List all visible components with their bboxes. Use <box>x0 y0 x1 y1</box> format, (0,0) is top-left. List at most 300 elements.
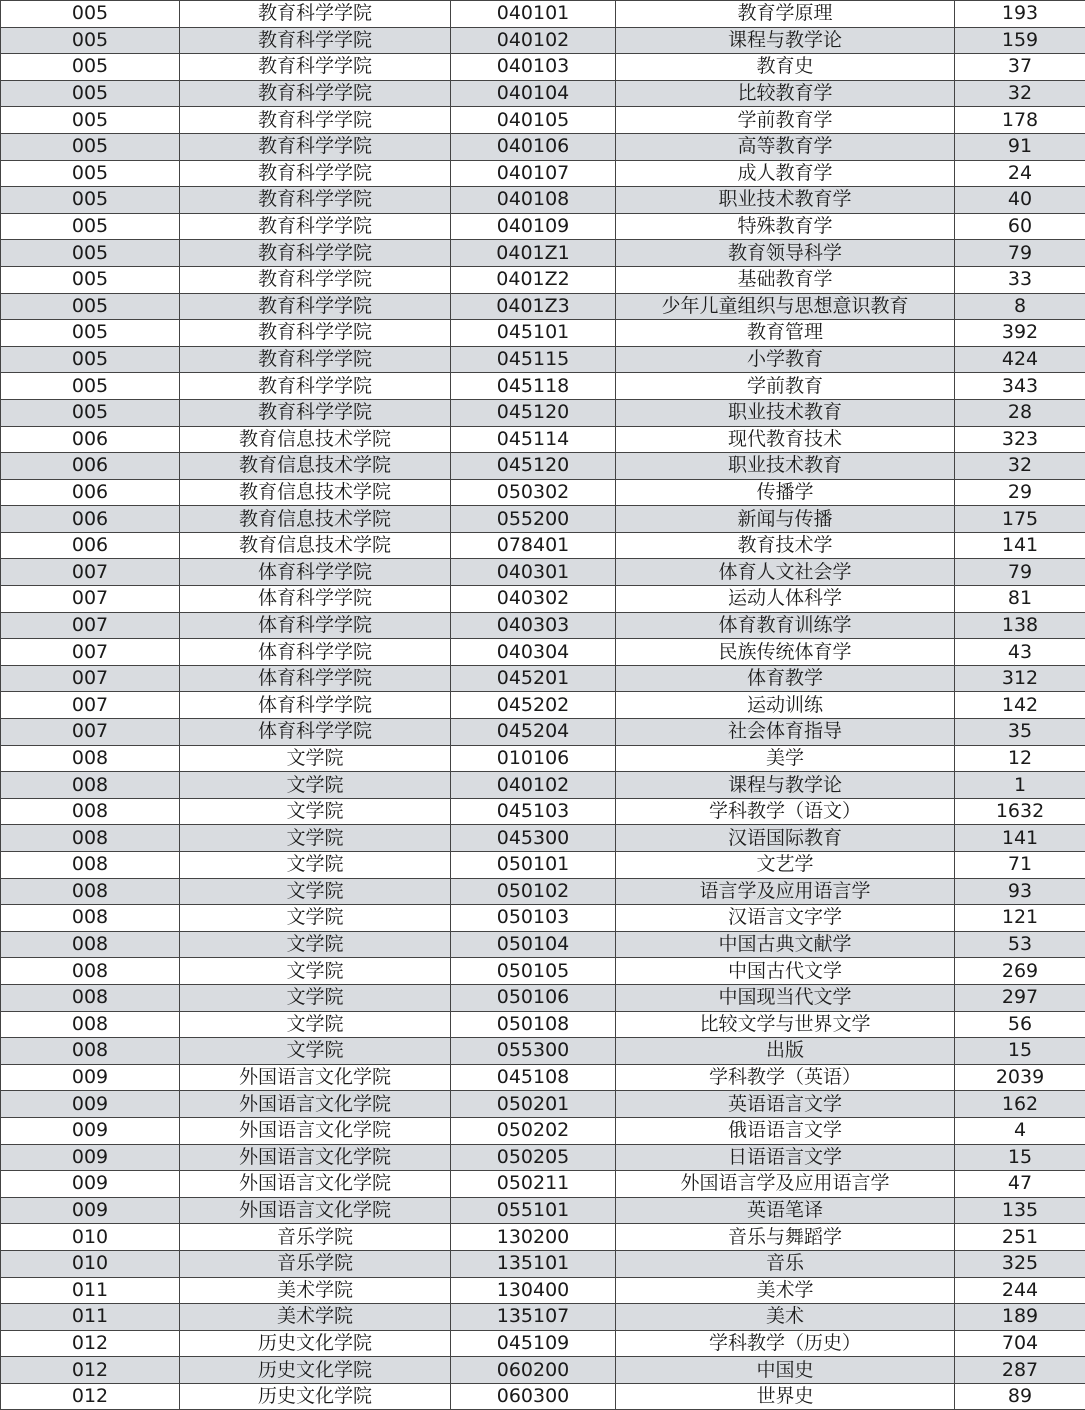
major-code-cell: 135107 <box>451 1304 616 1331</box>
count-cell: 312 <box>955 665 1085 692</box>
count-cell: 325 <box>955 1250 1085 1277</box>
count-cell: 244 <box>955 1277 1085 1304</box>
college-code-cell: 005 <box>1 293 180 320</box>
count-cell: 91 <box>955 133 1085 160</box>
college-name-cell: 外国语言文化学院 <box>180 1171 451 1198</box>
major-code-cell: 050104 <box>451 931 616 958</box>
table-row <box>1 1224 1085 1251</box>
major-name-cell: 英语笔译 <box>616 1197 955 1224</box>
count-cell: 193 <box>955 1 1085 28</box>
table-row <box>1 639 1085 666</box>
count-cell: 343 <box>955 373 1085 400</box>
college-code-cell: 005 <box>1 187 180 214</box>
college-name-cell: 文学院 <box>180 1038 451 1065</box>
college-name-cell: 教育科学学院 <box>180 346 451 373</box>
college-code-cell: 007 <box>1 665 180 692</box>
major-code-cell: 055300 <box>451 1038 616 1065</box>
college-code-cell: 009 <box>1 1171 180 1198</box>
major-code-cell: 050105 <box>451 958 616 985</box>
college-name-cell: 教育科学学院 <box>180 293 451 320</box>
table-row <box>1 612 1085 639</box>
college-name-cell: 教育科学学院 <box>180 320 451 347</box>
major-code-cell: 0401Z1 <box>451 240 616 267</box>
table-row <box>1 586 1085 613</box>
major-code-cell: 040301 <box>451 559 616 586</box>
college-name-cell: 体育科学学院 <box>180 639 451 666</box>
table-row <box>1 453 1085 480</box>
table-row <box>1 320 1085 347</box>
major-name-cell: 职业技术教育 <box>616 399 955 426</box>
table-row <box>1 958 1085 985</box>
table-row <box>1 27 1085 54</box>
college-name-cell: 教育科学学院 <box>180 160 451 187</box>
major-name-cell: 美学 <box>616 745 955 772</box>
count-cell: 1632 <box>955 798 1085 825</box>
college-name-cell: 文学院 <box>180 878 451 905</box>
table-row <box>1 745 1085 772</box>
college-code-cell: 006 <box>1 506 180 533</box>
table-row <box>1 905 1085 932</box>
major-code-cell: 045108 <box>451 1064 616 1091</box>
major-name-cell: 教育学原理 <box>616 1 955 28</box>
count-cell: 175 <box>955 506 1085 533</box>
major-name-cell: 体育教学 <box>616 665 955 692</box>
major-name-cell: 高等教育学 <box>616 133 955 160</box>
table-row <box>1 1357 1085 1384</box>
count-cell: 392 <box>955 320 1085 347</box>
college-code-cell: 005 <box>1 240 180 267</box>
table-row <box>1 984 1085 1011</box>
major-name-cell: 新闻与传播 <box>616 506 955 533</box>
major-name-cell: 文艺学 <box>616 852 955 879</box>
college-code-cell: 008 <box>1 772 180 799</box>
major-code-cell: 045115 <box>451 346 616 373</box>
college-code-cell: 005 <box>1 27 180 54</box>
college-code-cell: 008 <box>1 798 180 825</box>
table-row <box>1 1117 1085 1144</box>
major-code-cell: 040302 <box>451 586 616 613</box>
major-name-cell: 学科教学（历史） <box>616 1330 955 1357</box>
table-row <box>1 240 1085 267</box>
college-code-cell: 009 <box>1 1117 180 1144</box>
major-code-cell: 045101 <box>451 320 616 347</box>
table-row <box>1 1304 1085 1331</box>
major-code-cell: 040102 <box>451 772 616 799</box>
count-cell: 35 <box>955 719 1085 746</box>
major-code-cell: 045120 <box>451 399 616 426</box>
college-code-cell: 005 <box>1 1 180 28</box>
count-cell: 323 <box>955 426 1085 453</box>
count-cell: 32 <box>955 80 1085 107</box>
major-name-cell: 体育人文社会学 <box>616 559 955 586</box>
college-code-cell: 011 <box>1 1304 180 1331</box>
college-name-cell: 教育科学学院 <box>180 399 451 426</box>
major-code-cell: 060300 <box>451 1383 616 1410</box>
college-name-cell: 教育科学学院 <box>180 240 451 267</box>
major-name-cell: 职业技术教育学 <box>616 187 955 214</box>
college-name-cell: 教育科学学院 <box>180 266 451 293</box>
college-name-cell: 历史文化学院 <box>180 1330 451 1357</box>
major-name-cell: 日语语言文学 <box>616 1144 955 1171</box>
major-code-cell: 050202 <box>451 1117 616 1144</box>
count-cell: 287 <box>955 1357 1085 1384</box>
major-code-cell: 045109 <box>451 1330 616 1357</box>
major-name-cell: 中国现当代文学 <box>616 984 955 1011</box>
college-name-cell: 体育科学学院 <box>180 692 451 719</box>
major-name-cell: 少年儿童组织与思想意识教育 <box>616 293 955 320</box>
count-cell: 71 <box>955 852 1085 879</box>
college-code-cell: 010 <box>1 1224 180 1251</box>
count-cell: 32 <box>955 453 1085 480</box>
major-name-cell: 汉语言文字学 <box>616 905 955 932</box>
college-code-cell: 008 <box>1 1038 180 1065</box>
count-cell: 53 <box>955 931 1085 958</box>
college-name-cell: 音乐学院 <box>180 1250 451 1277</box>
major-name-cell: 比较教育学 <box>616 80 955 107</box>
table-row <box>1 798 1085 825</box>
college-code-cell: 007 <box>1 586 180 613</box>
table-row <box>1 80 1085 107</box>
college-code-cell: 005 <box>1 399 180 426</box>
table-row <box>1 506 1085 533</box>
major-code-cell: 045204 <box>451 719 616 746</box>
college-code-cell: 008 <box>1 852 180 879</box>
college-code-cell: 008 <box>1 878 180 905</box>
college-code-cell: 011 <box>1 1277 180 1304</box>
college-code-cell: 006 <box>1 479 180 506</box>
table-row <box>1 373 1085 400</box>
college-name-cell: 教育科学学院 <box>180 373 451 400</box>
major-code-cell: 050102 <box>451 878 616 905</box>
table-row <box>1 266 1085 293</box>
college-name-cell: 教育科学学院 <box>180 80 451 107</box>
count-cell: 141 <box>955 825 1085 852</box>
major-name-cell: 基础教育学 <box>616 266 955 293</box>
table-row <box>1 187 1085 214</box>
college-name-cell: 文学院 <box>180 931 451 958</box>
college-code-cell: 010 <box>1 1250 180 1277</box>
college-code-cell: 006 <box>1 532 180 559</box>
table-row <box>1 1197 1085 1224</box>
major-code-cell: 040101 <box>451 1 616 28</box>
count-cell: 89 <box>955 1383 1085 1410</box>
college-code-cell: 007 <box>1 559 180 586</box>
college-name-cell: 历史文化学院 <box>180 1357 451 1384</box>
major-name-cell: 体育教育训练学 <box>616 612 955 639</box>
table-row <box>1 54 1085 81</box>
major-code-cell: 040106 <box>451 133 616 160</box>
college-code-cell: 005 <box>1 133 180 160</box>
major-name-cell: 课程与教学论 <box>616 27 955 54</box>
college-name-cell: 教育信息技术学院 <box>180 453 451 480</box>
count-cell: 24 <box>955 160 1085 187</box>
college-name-cell: 教育信息技术学院 <box>180 532 451 559</box>
count-cell: 28 <box>955 399 1085 426</box>
major-code-cell: 050106 <box>451 984 616 1011</box>
table-row <box>1 878 1085 905</box>
college-code-cell: 005 <box>1 160 180 187</box>
college-name-cell: 教育信息技术学院 <box>180 506 451 533</box>
count-cell: 15 <box>955 1038 1085 1065</box>
college-code-cell: 008 <box>1 905 180 932</box>
count-cell: 56 <box>955 1011 1085 1038</box>
count-cell: 79 <box>955 240 1085 267</box>
table-row <box>1 825 1085 852</box>
count-cell: 37 <box>955 54 1085 81</box>
count-cell: 704 <box>955 1330 1085 1357</box>
count-cell: 93 <box>955 878 1085 905</box>
college-name-cell: 体育科学学院 <box>180 612 451 639</box>
college-name-cell: 外国语言文化学院 <box>180 1144 451 1171</box>
major-name-cell: 英语语言文学 <box>616 1091 955 1118</box>
table-row <box>1 532 1085 559</box>
table-row <box>1 1250 1085 1277</box>
table-body <box>1 1 1085 1410</box>
college-code-cell: 012 <box>1 1383 180 1410</box>
college-name-cell: 文学院 <box>180 852 451 879</box>
college-name-cell: 教育科学学院 <box>180 107 451 134</box>
college-name-cell: 文学院 <box>180 1011 451 1038</box>
major-name-cell: 中国史 <box>616 1357 955 1384</box>
college-name-cell: 文学院 <box>180 772 451 799</box>
major-code-cell: 050101 <box>451 852 616 879</box>
table-row <box>1 293 1085 320</box>
college-code-cell: 005 <box>1 213 180 240</box>
major-code-cell: 078401 <box>451 532 616 559</box>
count-cell: 40 <box>955 187 1085 214</box>
count-cell: 159 <box>955 27 1085 54</box>
major-name-cell: 成人教育学 <box>616 160 955 187</box>
college-code-cell: 012 <box>1 1357 180 1384</box>
major-name-cell: 比较文学与世界文学 <box>616 1011 955 1038</box>
major-name-cell: 出版 <box>616 1038 955 1065</box>
major-name-cell: 语言学及应用语言学 <box>616 878 955 905</box>
major-name-cell: 学前教育学 <box>616 107 955 134</box>
college-name-cell: 文学院 <box>180 798 451 825</box>
table-row <box>1 719 1085 746</box>
major-code-cell: 040102 <box>451 27 616 54</box>
major-code-cell: 040107 <box>451 160 616 187</box>
major-code-cell: 040108 <box>451 187 616 214</box>
table-row <box>1 1277 1085 1304</box>
college-name-cell: 体育科学学院 <box>180 559 451 586</box>
major-name-cell: 传播学 <box>616 479 955 506</box>
count-cell: 81 <box>955 586 1085 613</box>
table-row <box>1 1330 1085 1357</box>
college-code-cell: 007 <box>1 612 180 639</box>
college-name-cell: 体育科学学院 <box>180 586 451 613</box>
college-name-cell: 文学院 <box>180 745 451 772</box>
major-code-cell: 130200 <box>451 1224 616 1251</box>
major-code-cell: 130400 <box>451 1277 616 1304</box>
major-name-cell: 教育技术学 <box>616 532 955 559</box>
college-code-cell: 005 <box>1 107 180 134</box>
college-code-cell: 007 <box>1 719 180 746</box>
college-name-cell: 教育科学学院 <box>180 213 451 240</box>
college-name-cell: 美术学院 <box>180 1277 451 1304</box>
table-row <box>1 665 1085 692</box>
college-name-cell: 体育科学学院 <box>180 665 451 692</box>
count-cell: 15 <box>955 1144 1085 1171</box>
count-cell: 141 <box>955 532 1085 559</box>
college-name-cell: 文学院 <box>180 984 451 1011</box>
college-name-cell: 音乐学院 <box>180 1224 451 1251</box>
college-name-cell: 教育科学学院 <box>180 1 451 28</box>
major-name-cell: 运动人体科学 <box>616 586 955 613</box>
college-code-cell: 005 <box>1 266 180 293</box>
major-name-cell: 俄语语言文学 <box>616 1117 955 1144</box>
count-cell: 162 <box>955 1091 1085 1118</box>
college-code-cell: 008 <box>1 825 180 852</box>
major-name-cell: 课程与教学论 <box>616 772 955 799</box>
major-code-cell: 0401Z3 <box>451 293 616 320</box>
major-name-cell: 音乐与舞蹈学 <box>616 1224 955 1251</box>
count-cell: 142 <box>955 692 1085 719</box>
major-code-cell: 060200 <box>451 1357 616 1384</box>
major-name-cell: 职业技术教育 <box>616 453 955 480</box>
count-cell: 47 <box>955 1171 1085 1198</box>
major-code-cell: 055200 <box>451 506 616 533</box>
major-name-cell: 中国古典文献学 <box>616 931 955 958</box>
count-cell: 269 <box>955 958 1085 985</box>
major-code-cell: 040104 <box>451 80 616 107</box>
college-code-cell: 008 <box>1 958 180 985</box>
table-row <box>1 692 1085 719</box>
college-code-cell: 008 <box>1 1011 180 1038</box>
college-code-cell: 005 <box>1 80 180 107</box>
major-code-cell: 0401Z2 <box>451 266 616 293</box>
major-name-cell: 美术 <box>616 1304 955 1331</box>
major-name-cell: 教育领导科学 <box>616 240 955 267</box>
major-code-cell: 040109 <box>451 213 616 240</box>
college-name-cell: 教育科学学院 <box>180 54 451 81</box>
table-row <box>1 1064 1085 1091</box>
college-name-cell: 教育科学学院 <box>180 133 451 160</box>
college-code-cell: 009 <box>1 1064 180 1091</box>
major-name-cell: 中国古代文学 <box>616 958 955 985</box>
college-code-cell: 005 <box>1 54 180 81</box>
college-code-cell: 007 <box>1 639 180 666</box>
major-code-cell: 040304 <box>451 639 616 666</box>
table-row <box>1 852 1085 879</box>
college-name-cell: 教育信息技术学院 <box>180 426 451 453</box>
college-name-cell: 教育信息技术学院 <box>180 479 451 506</box>
table-row <box>1 479 1085 506</box>
major-name-cell: 美术学 <box>616 1277 955 1304</box>
table-row <box>1 1144 1085 1171</box>
college-code-cell: 007 <box>1 692 180 719</box>
college-name-cell: 文学院 <box>180 825 451 852</box>
college-name-cell: 教育科学学院 <box>180 27 451 54</box>
major-code-cell: 135101 <box>451 1250 616 1277</box>
count-cell: 424 <box>955 346 1085 373</box>
major-code-cell: 010106 <box>451 745 616 772</box>
major-code-cell: 050201 <box>451 1091 616 1118</box>
college-code-cell: 006 <box>1 426 180 453</box>
major-code-cell: 045103 <box>451 798 616 825</box>
college-code-cell: 009 <box>1 1197 180 1224</box>
major-code-cell: 040105 <box>451 107 616 134</box>
count-cell: 189 <box>955 1304 1085 1331</box>
college-code-cell: 005 <box>1 346 180 373</box>
major-name-cell: 小学教育 <box>616 346 955 373</box>
major-name-cell: 学前教育 <box>616 373 955 400</box>
major-name-cell: 学科教学（英语） <box>616 1064 955 1091</box>
table-row <box>1 1038 1085 1065</box>
count-cell: 297 <box>955 984 1085 1011</box>
count-cell: 2039 <box>955 1064 1085 1091</box>
table-row <box>1 931 1085 958</box>
college-code-cell: 008 <box>1 931 180 958</box>
major-code-cell: 045114 <box>451 426 616 453</box>
table-row <box>1 1011 1085 1038</box>
college-code-cell: 009 <box>1 1144 180 1171</box>
college-code-cell: 009 <box>1 1091 180 1118</box>
table-row <box>1 399 1085 426</box>
major-code-cell: 045300 <box>451 825 616 852</box>
table-row <box>1 346 1085 373</box>
table-row <box>1 772 1085 799</box>
table-row <box>1 426 1085 453</box>
major-code-cell: 045120 <box>451 453 616 480</box>
college-code-cell: 005 <box>1 320 180 347</box>
count-cell: 135 <box>955 1197 1085 1224</box>
major-code-cell: 050302 <box>451 479 616 506</box>
major-name-cell: 教育管理 <box>616 320 955 347</box>
college-name-cell: 外国语言文化学院 <box>180 1091 451 1118</box>
major-code-cell: 050205 <box>451 1144 616 1171</box>
major-code-cell: 045201 <box>451 665 616 692</box>
major-code-cell: 040303 <box>451 612 616 639</box>
major-name-cell: 世界史 <box>616 1383 955 1410</box>
college-name-cell: 外国语言文化学院 <box>180 1197 451 1224</box>
major-code-cell: 050103 <box>451 905 616 932</box>
college-name-cell: 历史文化学院 <box>180 1383 451 1410</box>
major-code-cell: 045202 <box>451 692 616 719</box>
count-cell: 4 <box>955 1117 1085 1144</box>
count-cell: 1 <box>955 772 1085 799</box>
count-cell: 121 <box>955 905 1085 932</box>
table-row <box>1 1383 1085 1410</box>
major-code-cell: 050108 <box>451 1011 616 1038</box>
table-row <box>1 160 1085 187</box>
major-name-cell: 民族传统体育学 <box>616 639 955 666</box>
count-cell: 29 <box>955 479 1085 506</box>
college-code-cell: 006 <box>1 453 180 480</box>
major-name-cell: 特殊教育学 <box>616 213 955 240</box>
major-code-cell: 055101 <box>451 1197 616 1224</box>
count-cell: 8 <box>955 293 1085 320</box>
college-name-cell: 教育科学学院 <box>180 187 451 214</box>
table-row <box>1 559 1085 586</box>
college-name-cell: 体育科学学院 <box>180 719 451 746</box>
count-cell: 43 <box>955 639 1085 666</box>
table-row <box>1 213 1085 240</box>
college-code-cell: 008 <box>1 984 180 1011</box>
major-name-cell: 汉语国际教育 <box>616 825 955 852</box>
table-row <box>1 1091 1085 1118</box>
major-code-cell: 045118 <box>451 373 616 400</box>
table-row <box>1 1171 1085 1198</box>
major-name-cell: 教育史 <box>616 54 955 81</box>
count-cell: 33 <box>955 266 1085 293</box>
count-cell: 79 <box>955 559 1085 586</box>
major-name-cell: 现代教育技术 <box>616 426 955 453</box>
count-cell: 60 <box>955 213 1085 240</box>
table-row <box>1 133 1085 160</box>
college-name-cell: 外国语言文化学院 <box>180 1064 451 1091</box>
table-row <box>1 107 1085 134</box>
